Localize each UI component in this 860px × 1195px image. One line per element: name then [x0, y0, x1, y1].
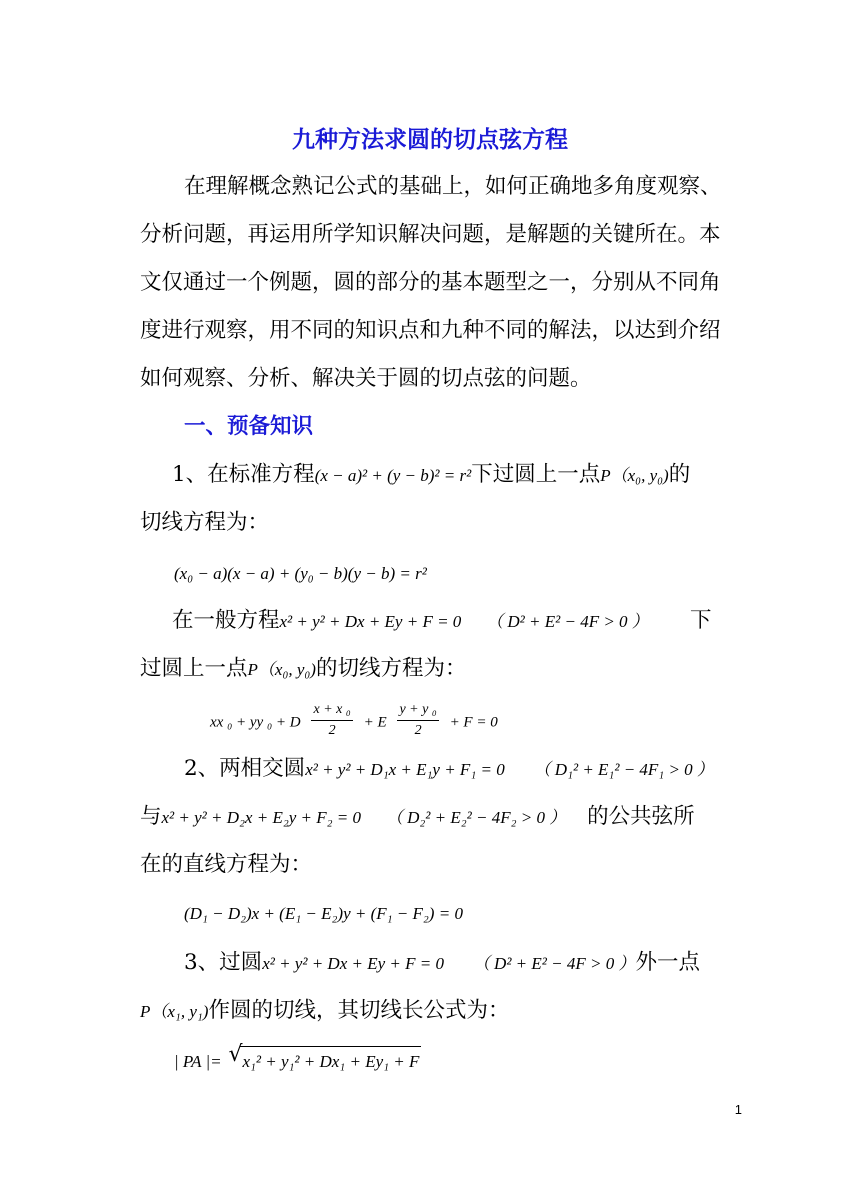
general-condition: （ D² + E² − 4F > 0 ）: [486, 612, 649, 631]
item3-line-1: 3、过圆x² + y² + Dx + Ey + F = 0 （ D² + E² − 4F > 0 ）外一点: [184, 950, 700, 975]
eq-circle-1: x² + y² + D₁x + E₁y + F₁ = 0: [305, 760, 505, 779]
item1b-line-1: [172, 606, 649, 637]
item1b-suffix: 下: [690, 608, 712, 633]
page-number: 1: [734, 1102, 742, 1117]
item2-line-1: 2、两相交圆x² + y² + D₁x + E₁y + F₁ = 0 （ D₁² + E₁² − 4F₁ > 0 ）: [184, 756, 714, 781]
intro-line-1: 在理解概念熟记公式的基础上，如何正确地多角度观察、: [184, 174, 722, 199]
item1-line-1: [172, 460, 690, 491]
item1-mid: 下过圆上一点: [471, 462, 601, 487]
eq-tangent-general: xx ₀ + yy ₀ + D $\frac{\text{x + x ₀}}{2}$ + E $\frac{\text{y + y ₀}}{2}$ + F = 0: [210, 700, 498, 743]
item1-prefix: 1、在标准方程: [172, 462, 315, 487]
eq-standard-circle: (x − a)² + (y − b)² = r²: [314, 466, 472, 485]
eq-circle-2: x² + y² + D₂x + E₂y + F₂ = 0: [161, 808, 362, 827]
point-p0-general: P（x₀, y₀): [247, 660, 316, 679]
cond-circle-1: （ D₁² + E₁² − 4F₁ > 0 ）: [533, 760, 714, 779]
document-title: 九种方法求圆的切点弦方程: [292, 126, 568, 153]
eq-tangent-length: | PA |= √ x₁² + y₁² + Dx₁ + Ey₁ + F: [174, 1046, 421, 1077]
item1-suffix: 的: [668, 462, 691, 487]
eq-circle-general-3: x² + y² + Dx + Ey + F = 0: [262, 954, 444, 973]
section-heading-1: 一、预备知识: [184, 414, 314, 439]
point-p1: P（x₁, y₁): [140, 1002, 209, 1021]
intro-line-4: 度进行观察，用不同的知识点和九种不同的解法，以达到介绍: [140, 318, 721, 343]
fraction-y: $\frac{\text{y + y ₀}}{2}$: [399, 702, 437, 738]
sqrt-expression: √ x₁² + y₁² + Dx₁ + Ey₁ + F: [228, 1046, 421, 1077]
fraction-x: $\frac{\text{x + x ₀}}{2}$: [313, 702, 351, 738]
eq-tangent-standard: (x₀ − a)(x − a) + (y₀ − b)(y − b) = r²: [174, 564, 427, 583]
intro-line-5: 如何观察、分析、解决关于圆的切点弦的问题。: [140, 366, 592, 391]
point-p0: P（x₀, y₀): [600, 466, 669, 485]
cond-circle-2: （ D₂² + E₂² − 4F₂ > 0 ）: [385, 808, 567, 827]
eq-common-chord: (D₁ − D₂)x + (E₁ − E₂)y + (F₁ − F₂) = 0: [184, 904, 463, 923]
item1b-prefix: 在一般方程: [172, 608, 280, 633]
intro-line-3: 文仅通过一个例题，圆的部分的基本题型之一，分别从不同角: [140, 270, 721, 295]
intro-line-2: 分析问题，再运用所学知识解决问题，是解题的关键所在。本: [140, 222, 721, 247]
item2-line-3: 在的直线方程为：: [140, 852, 313, 877]
item3-line-2: P（x₁, y₁)作圆的切线，其切线长公式为：: [140, 998, 510, 1023]
eq-general-circle: x² + y² + Dx + Ey + F = 0: [279, 612, 462, 631]
item2-line-2: 与x² + y² + D₂x + E₂y + F₂ = 0 （ D₂² + E₂² − 4F₂ > 0 ） 的公共弦所: [140, 804, 695, 829]
item1b-line-2: 过圆上一点P（x₀, y₀)的切线方程为：: [140, 656, 467, 681]
item1-line-2: 切线方程为：: [140, 510, 270, 535]
cond-circle-3: （ D² + E² − 4F > 0 ）: [472, 954, 636, 973]
